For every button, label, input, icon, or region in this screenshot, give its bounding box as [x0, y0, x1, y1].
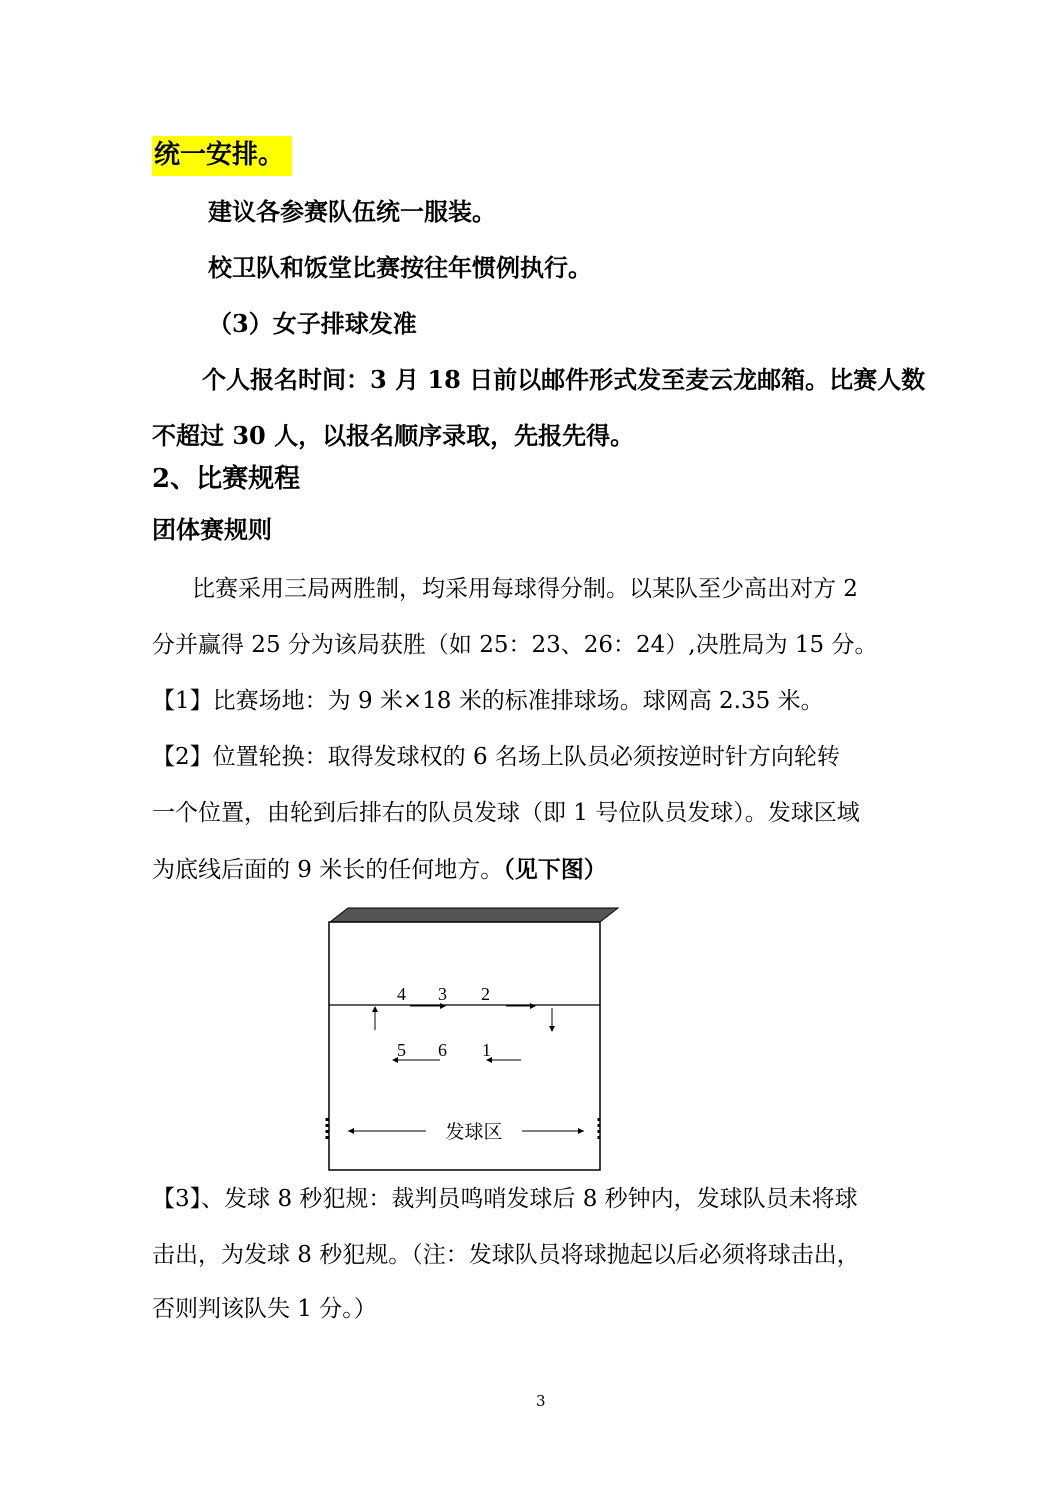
- text-span: 统一安排。: [152, 136, 292, 176]
- paragraph: 分并赢得 25 分为该局获胜（如 25：23、26：24）,决胜局为 15 分。: [152, 632, 878, 658]
- bold-text-span: （见下图）: [503, 856, 607, 883]
- volleyball-court-diagram: [318, 900, 628, 1175]
- highlighted-text: [152, 140, 292, 171]
- arrow-head: [578, 1128, 584, 1134]
- position-label: 5: [397, 1040, 406, 1060]
- arrow-head: [530, 1003, 536, 1009]
- section-subheading: （3）女子排球发准: [208, 309, 417, 338]
- serve-zone-label: 发球区: [445, 1121, 503, 1143]
- paragraph: 个人报名时间：3 月 18 日前以邮件形式发至麦云龙邮箱。比赛人数: [202, 365, 926, 394]
- paragraph: 校卫队和饭堂比赛按往年惯例执行。: [208, 253, 592, 282]
- paragraph: 【3】、发球 8 秒犯规：裁判员鸣哨发球后 8 秒钟内，发球队员未将球: [152, 1186, 858, 1212]
- arrow-head: [348, 1128, 354, 1134]
- page-number: 3: [536, 1392, 546, 1410]
- position-label: 4: [397, 984, 406, 1004]
- position-label: 1: [482, 1040, 491, 1060]
- paragraph: 否则判该队失 1 分。）: [152, 1296, 377, 1322]
- paragraph: 击出，为发球 8 秒犯规。（注：发球队员将球抛起以后必须将球击出，: [152, 1242, 860, 1268]
- position-label: 6: [438, 1040, 447, 1060]
- paragraph: [152, 856, 607, 885]
- position-label: 2: [481, 984, 490, 1004]
- paragraph: 【1】比赛场地：为 9 米×18 米的标准排球场。球网高 2.35 米。: [152, 688, 824, 714]
- paragraph: 一个位置，由轮到后排右的队员发球（即 1 号位队员发球）。发球区域: [152, 800, 860, 826]
- position-label: 3: [438, 984, 447, 1004]
- arrow-head: [549, 1026, 555, 1032]
- paragraph: 不超过 30 人，以报名顺序录取，先报先得。: [152, 421, 635, 450]
- section-heading: 团体赛规则: [152, 515, 272, 544]
- net-bar: [330, 908, 618, 922]
- paragraph: 【2】位置轮换：取得发球权的 6 名场上队员必须按逆时针方向轮转: [152, 744, 840, 770]
- arrow-head: [372, 1006, 378, 1012]
- paragraph: 建议各参赛队伍统一服装。: [208, 197, 496, 226]
- paragraph: 比赛采用三局两胜制，均采用每球得分制。以某队至少高出对方 2: [192, 576, 858, 602]
- section-heading: 2、比赛规程: [152, 464, 301, 494]
- text-span: 为底线后面的 9 米长的任何地方。: [152, 857, 504, 883]
